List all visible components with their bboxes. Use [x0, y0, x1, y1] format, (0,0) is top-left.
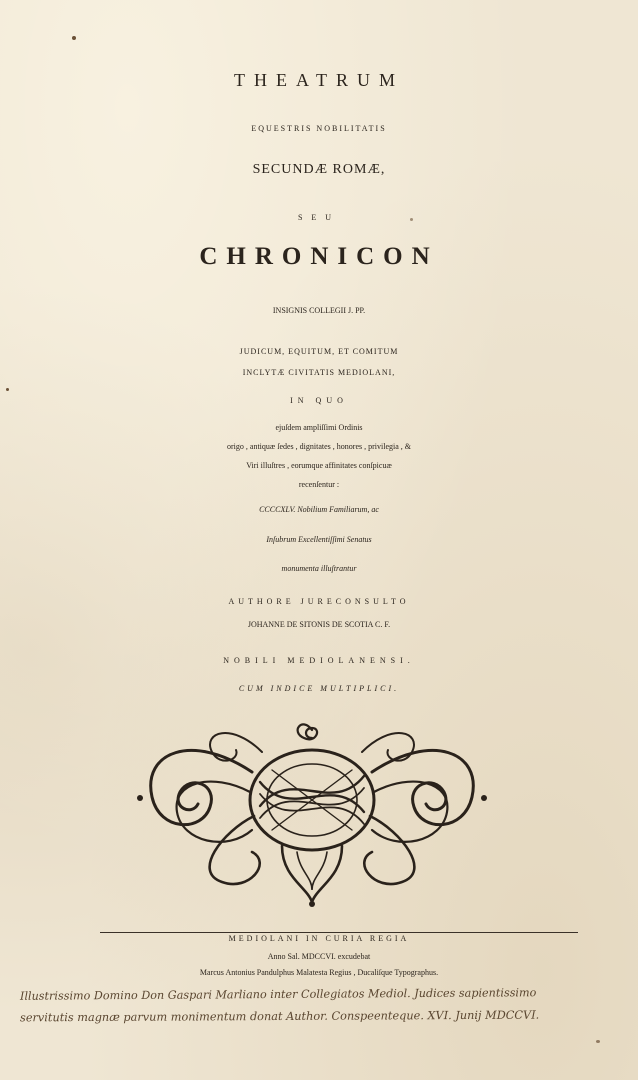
paper-speck [596, 1040, 600, 1043]
title-theatrum: THEATRUM [234, 70, 404, 90]
handwritten-inscription-line-1: Illustrissimo Domino Don Gaspari Marliano inter Collegiatos Mediol. Judices sapientissimo [19, 986, 537, 1003]
imprint-printer: Marcus Antonius Pandulphus Malatesta Regius , Ducaliſque Typographus. [199, 968, 439, 977]
imprint-year: Anno Sal. MDCCVI. excudebat [267, 952, 371, 961]
italic-families-line: CCCCXLV. Nobilium Familiarum, ac [259, 505, 379, 514]
paper-speck [410, 218, 413, 221]
imprint-place: MEDIOLANI IN CURIA REGIA [228, 934, 410, 943]
handwritten-inscription-line-2: servitutis magnæ parvum monimentum donat Author. Conspeenteque. XVI. Junij MDCCVI. [19, 1008, 540, 1025]
author-name: JOHANNE DE SITONIS DE SCOTIA C. F. [247, 620, 391, 629]
description-line-1: ejuſdem ampliſſimi Ordinis [275, 423, 363, 432]
paper-speck [6, 388, 9, 391]
italic-senatus-line: Inſubrum Excellentiſſimi Senatus [266, 535, 372, 544]
title-chronicon: CHRONICON [199, 243, 439, 270]
title-insignis-collegii: INSIGNIS COLLEGII J. PP. [272, 306, 366, 315]
description-line-2: origo , antiquæ ſedes , dignitates , honores , privilegia , & [227, 442, 411, 451]
description-line-4: recenſentur : [298, 480, 340, 489]
paper-speck [72, 36, 76, 40]
author-title: NOBILI MEDIOLANENSI. [223, 656, 415, 665]
imprint-divider [100, 932, 578, 933]
index-note: CUM INDICE MULTIPLICI. [238, 684, 400, 693]
description-line-3: Viri illuſtres , eorumque affinitates conſpicuæ [246, 461, 392, 470]
title-seu: SEU [297, 213, 341, 222]
title-secundae-romae: SECUNDÆ ROMÆ, [252, 162, 386, 177]
calligraphic-ornament-icon [132, 712, 492, 912]
title-equestris-nobilitatis: EQUESTRIS NOBILITATIS [251, 124, 387, 133]
title-inclytae-civitatis: INCLYTÆ CIVITATIS MEDIOLANI, [242, 368, 396, 377]
italic-monumenta-line: monumenta illuſtrantur [281, 564, 357, 573]
author-label: AUTHORE JURECONSULTO [228, 597, 410, 606]
title-judicum-equitum: JUDICUM, EQUITUM, ET COMITUM [239, 347, 399, 356]
title-in-quo: IN QUO [290, 396, 348, 405]
